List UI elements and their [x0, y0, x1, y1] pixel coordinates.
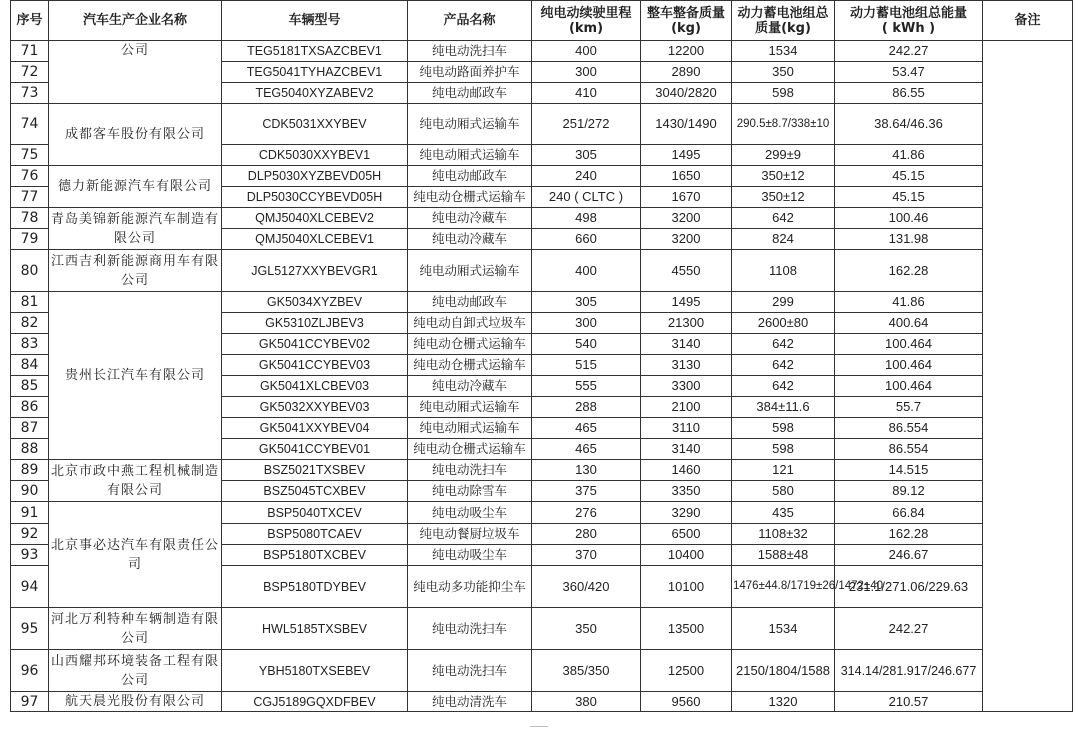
company-cell: 航天晨光股份有限公司: [49, 692, 222, 712]
company-cell: 贵州长江汽车有限公司: [49, 292, 222, 460]
table-row: 95 河北万利特种车辆制造有限公司 HWL5185TXSBEV 纯电动洗扫车 350 13500 1534 242.27: [11, 608, 1073, 650]
header-company: 汽车生产企业名称: [49, 1, 222, 41]
header-range: 纯电动续驶里程 (km): [532, 1, 641, 41]
company-cell: 德力新能源汽车有限公司: [49, 166, 222, 208]
company-cell: 江西吉利新能源商用车有限公司: [49, 250, 222, 292]
table-row: 87 GK5041XXYBEV04 纯电动厢式运输车 465 3110 598 86.554: [11, 418, 1073, 439]
table-row: 89 北京市政中燕工程机械制造有限公司 BSZ5021TXSBEV 纯电动洗扫车 130 1460 121 14.515: [11, 460, 1073, 481]
table-row: 83 GK5041CCYBEV02 纯电动仓栅式运输车 540 3140 642 100.464: [11, 334, 1073, 355]
table-row: 91 北京事必达汽车有限责任公司 BSP5040TXCEV 纯电动吸尘车 276 3290 435 66.84: [11, 502, 1073, 524]
table-row: 75 CDK5030XXYBEV1 纯电动厢式运输车 305 1495 299±9 41.86: [11, 145, 1073, 166]
company-cell: 成都客车股份有限公司: [49, 104, 222, 166]
table-row: 79 QMJ5040XLCEBEV1 纯电动冷藏车 660 3200 824 131.98: [11, 229, 1073, 250]
table-row: 81 贵州长江汽车有限公司 GK5034XYZBEV 纯电动邮政车 305 1495 299 41.86: [11, 292, 1073, 313]
header-model: 车辆型号: [222, 1, 408, 41]
table-row: 84 GK5041CCYBEV03 纯电动仓栅式运输车 515 3130 642 100.464: [11, 355, 1073, 376]
table-row: 73 TEG5040XYZABEV2 纯电动邮政车 410 3040/2820 598 86.55: [11, 83, 1073, 104]
table-row: 74 成都客车股份有限公司 CDK5031XXYBEV 纯电动厢式运输车 251/272 1430/1490 290.5±8.7/338±10 38.64/46.36: [11, 104, 1073, 145]
company-cell: 公司: [49, 41, 222, 104]
table-row: 80 江西吉利新能源商用车有限公司 JGL5127XXYBEVGR1 纯电动厢式运输车 400 4550 1108 162.28: [11, 250, 1073, 292]
header-product: 产品名称: [408, 1, 532, 41]
company-cell: 北京事必达汽车有限责任公司: [49, 502, 222, 608]
company-cell: 青岛美锦新能源汽车制造有限公司: [49, 208, 222, 250]
header-curb-mass: 整车整备质量 (kg): [641, 1, 732, 41]
header-battery-energy: 动力蓄电池组总能量 ( kWh ): [835, 1, 983, 41]
company-cell: 山西耀邦环境装备工程有限公司: [49, 650, 222, 692]
table-row: 77 DLP5030CCYBEVD05H 纯电动仓栅式运输车 240 ( CLTC ) 1670 350±12 45.15: [11, 187, 1073, 208]
table-row: 97 航天晨光股份有限公司 CGJ5189GQXDFBEV 纯电动清洗车 380 9560 1320 210.57: [11, 692, 1073, 712]
table-row: 71 公司 TEG5181TXSAZCBEV1 纯电动洗扫车 400 12200 1534 242.27: [11, 41, 1073, 62]
remark-cell: [983, 41, 1073, 712]
table-row: 78 青岛美锦新能源汽车制造有限公司 QMJ5040XLCEBEV2 纯电动冷藏车 498 3200 642 100.46: [11, 208, 1073, 229]
vehicle-catalog-table: [10, 0, 1073, 712]
table-row: 94 BSP5180TDYBEV 纯电动多功能抑尘车 360/420 10100 1476±44.8/1719±26/1472±40 231.1/271.06/229.63: [11, 566, 1073, 608]
header-seq: 序号: [11, 1, 49, 41]
table-row: 96 山西耀邦环境装备工程有限公司 YBH5180TXSEBEV 纯电动洗扫车 385/350 12500 2150/1804/1588 314.14/281.917/246.677: [11, 650, 1073, 692]
table-row: 82 GK5310ZLJBEV3 纯电动自卸式垃圾车 300 21300 2600±80 400.64: [11, 313, 1073, 334]
table-row: 85 GK5041XLCBEV03 纯电动冷藏车 555 3300 642 100.464: [11, 376, 1073, 397]
table-row: 90 BSZ5045TCXBEV 纯电动除雪车 375 3350 580 89.12: [11, 481, 1073, 502]
page-divider: [530, 726, 548, 731]
header-remark: 备注: [983, 1, 1073, 41]
header-row: [11, 1, 1073, 41]
table-row: 86 GK5032XXYBEV03 纯电动厢式运输车 288 2100 384±11.6 55.7: [11, 397, 1073, 418]
company-cell: 河北万利特种车辆制造有限公司: [49, 608, 222, 650]
table-row: 72 TEG5041TYHAZCBEV1 纯电动路面养护车 300 2890 350 53.47: [11, 62, 1073, 83]
table-row: 88 GK5041CCYBEV01 纯电动仓栅式运输车 465 3140 598 86.554: [11, 439, 1073, 460]
table-row: 76 德力新能源汽车有限公司 DLP5030XYZBEVD05H 纯电动邮政车 240 1650 350±12 45.15: [11, 166, 1073, 187]
header-battery-mass: 动力蓄电池组总 质量(kg): [732, 1, 835, 41]
table-row: 92 BSP5080TCAEV 纯电动餐厨垃圾车 280 6500 1108±32 162.28: [11, 524, 1073, 545]
company-cell: 北京市政中燕工程机械制造有限公司: [49, 460, 222, 502]
table-row: 93 BSP5180TXCBEV 纯电动吸尘车 370 10400 1588±48 246.67: [11, 545, 1073, 566]
